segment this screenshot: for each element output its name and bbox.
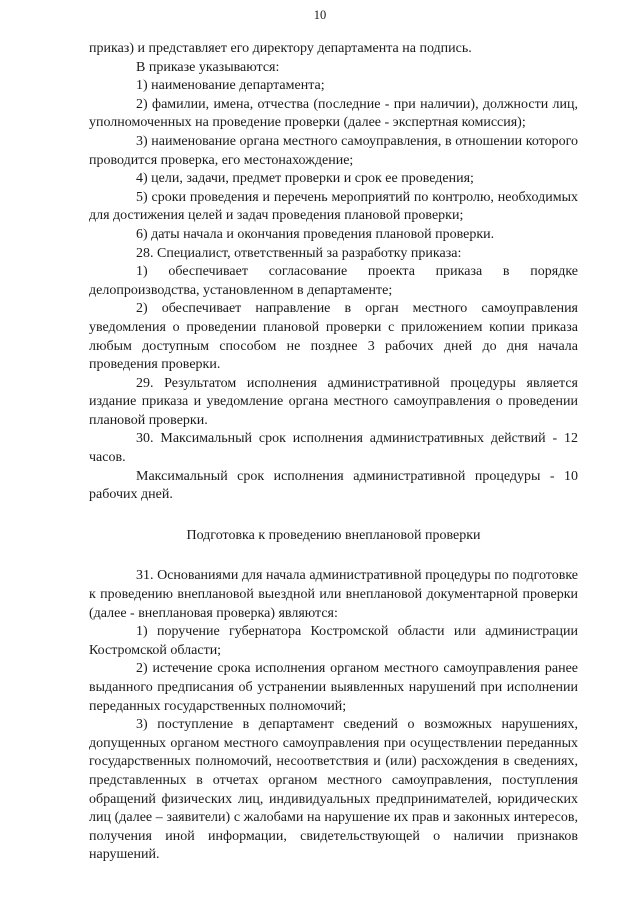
paragraph: 1) обеспечивает согласование проекта приказа в порядке делопроизводства, установленном в департаменте; [89,264,578,298]
paragraph: 5) сроки проведения и перечень мероприятий по контролю, необходимых для достижения целей и задач проведения плановой проверки; [89,189,578,224]
paragraph: Максимальный срок исполнения административной процедуры - 10 рабочих дней. [89,468,578,503]
paragraph: 28. Специалист, ответственный за разработку приказа: [136,245,462,261]
document-body [89,40,578,865]
paragraph: 1) поручение губернатора Костромской области или администрации Костромской области; [89,624,578,658]
section-heading: Подготовка к проведению внеплановой проверки [186,527,481,543]
paragraph: 31. Основаниями для начала административной процедуры по подготовке к проведению внеплановой выездной или внеплановой документарной проверки (далее - внеплановая проверка) являются: [89,568,578,621]
paragraph: приказ) и представляет его директору департамента на подпись. [89,41,472,56]
paragraph: В приказе указываются: [136,59,280,75]
paragraphs-after-heading [89,567,578,865]
paragraph: 6) даты начала и окончания проведения плановой проверки. [136,226,495,242]
paragraph: 2) фамилии, имена, отчества (последние - при наличии), должности лиц, уполномоченных на проведение проверки (далее - экспертная комиссия); [89,96,578,131]
paragraphs-before-heading [89,40,578,505]
paragraph: 2) обеспечивает направление в орган местного самоуправления уведомления о проведении плановой проверки с приложением копии приказа любым доступным способом не позднее 3 рабочих дней до дня начала проведения проверки. [89,301,578,373]
paragraph: 3) поступление в департамент сведений о возможных нарушениях, допущенных органом местного самоуправления при осуществлении переданных государственных полномочий, несоответствия и (или) расхождения в сведениях, представленных в отчетах органом местного самоуправления, поступления обращений физических лиц, индивидуальных предпринимателей, юридических лиц (далее – заявители) с жалобами на нарушение их прав и законных интересов, получения иной информации, свидетельствующей о наличии признаков нарушений. [89,717,578,863]
paragraph: 4) цели, задачи, предмет проверки и срок ее проведения; [136,171,474,187]
page-number: 10 [313,8,327,22]
paragraph: 3) наименование органа местного самоуправления, в отношении которого проводится проверка, его местонахождение; [89,133,578,168]
paragraph: 2) истечение срока исполнения органом местного самоуправления ранее выданного предписания об устранении выявленных нарушений при исполнении переданных государственных полномочий; [89,661,578,714]
paragraph: 30. Максимальный срок исполнения административных действий - 12 часов. [89,431,578,466]
paragraph: 1) наименование департамента; [136,78,325,94]
paragraph: 29. Результатом исполнения административной процедуры является издание приказа и уведомление органа местного самоуправления о проведении плановой проверки. [89,375,578,428]
